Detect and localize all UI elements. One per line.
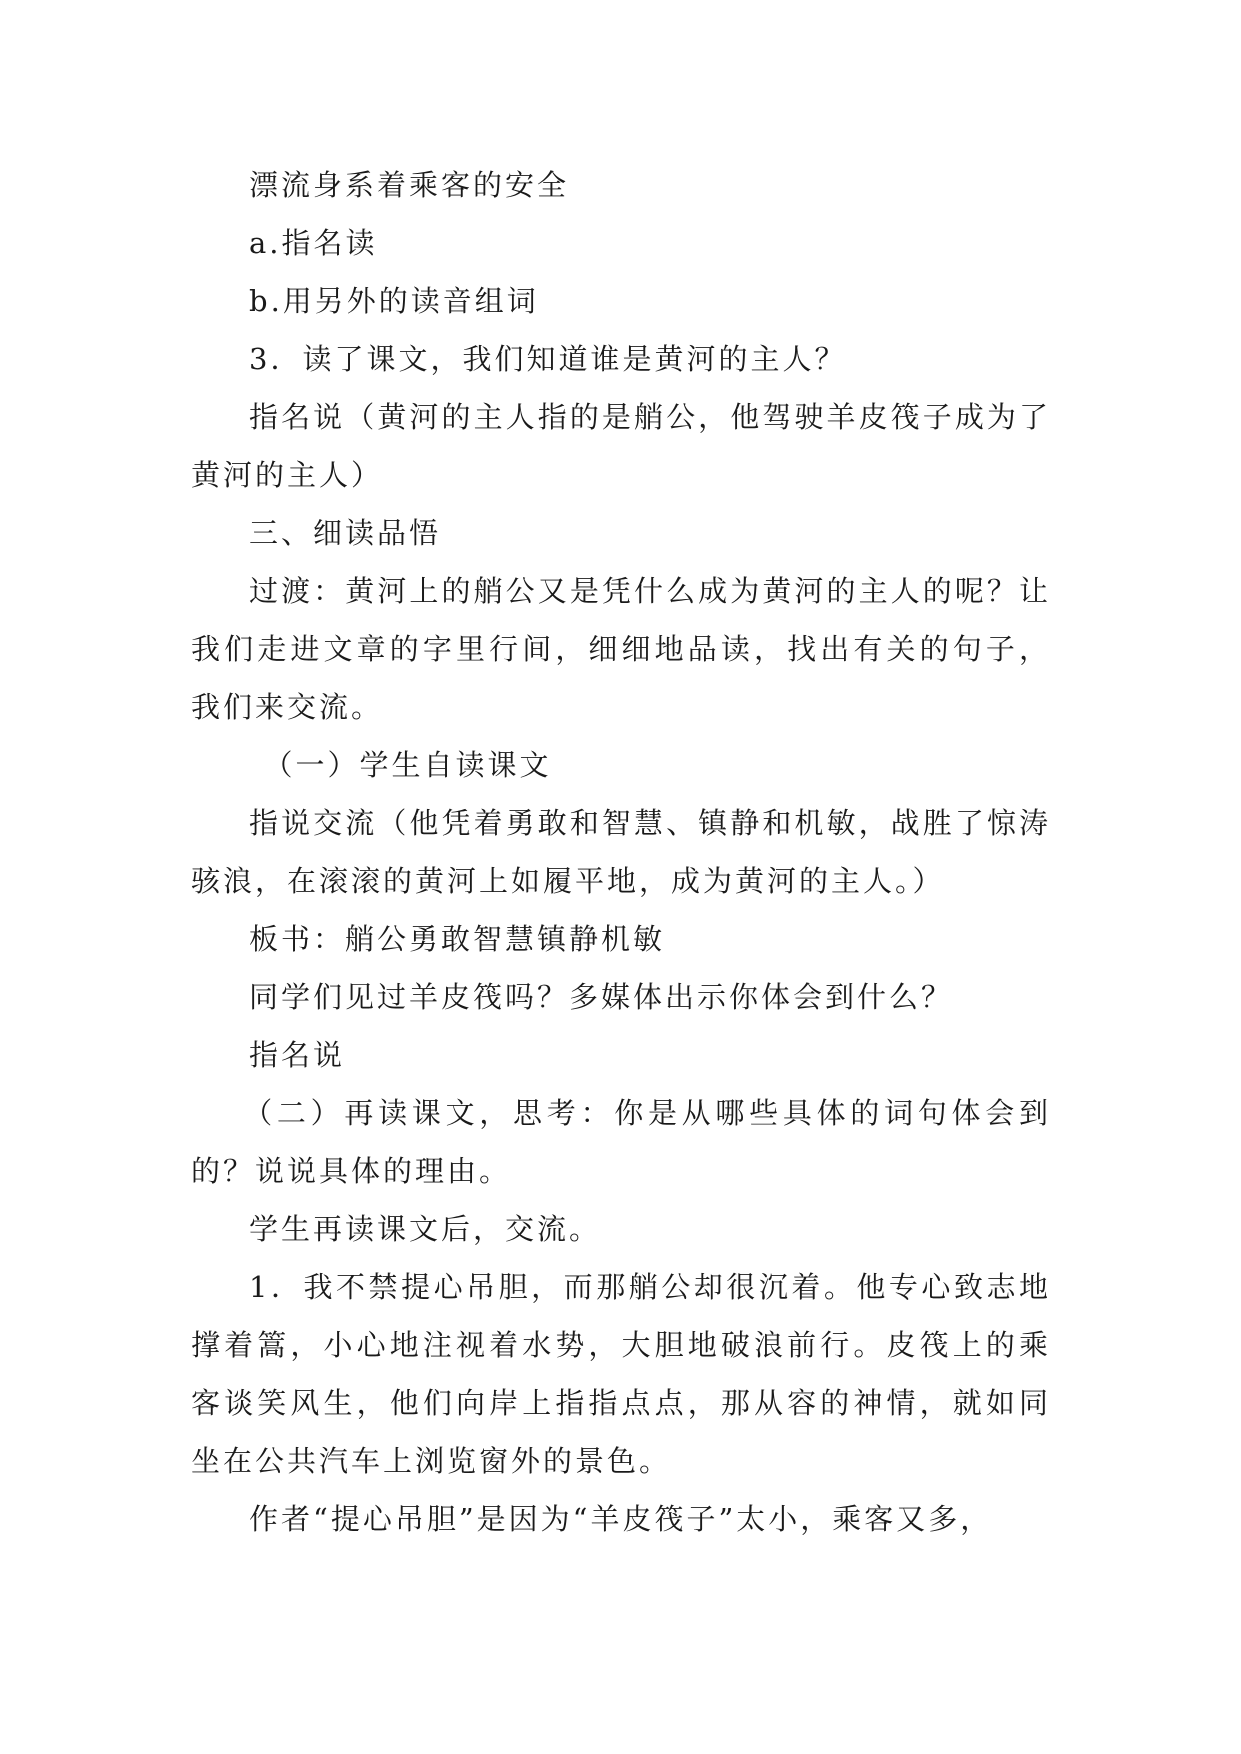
paragraph: 作者“提心吊胆”是因为“羊皮筏子”太小，乘客又多， (249, 1502, 993, 1536)
paragraph: 指说交流（他凭着勇敢和智慧、镇静和机敏，战胜了惊涛骇浪，在滚滚的黄河上如履平地，成为黄河的主人。） (191, 806, 1051, 898)
paragraph: 漂流身系着乘客的安全 (249, 168, 570, 202)
subsection-heading: （二）再读课文，思考：你是从哪些具体的词句体会到的？说说具体的理由。 (191, 1096, 1051, 1188)
paragraph: 3．读了课文，我们知道谁是黄河的主人？ (249, 342, 847, 376)
paragraph: 指名说（黄河的主人指的是艄公，他驾驶羊皮筏子成为了黄河的主人） (191, 400, 1051, 492)
paragraph: b.用另外的读音组词 (249, 284, 539, 318)
paragraph: 同学们见过羊皮筏吗？多媒体出示你体会到什么？ (249, 980, 954, 1014)
subsection-heading: （一）学生自读课文 (263, 748, 552, 782)
paragraph: 指名说 (249, 1038, 346, 1072)
section-heading: 三、细读品悟 (249, 516, 442, 550)
paragraph: a.指名读 (249, 226, 378, 260)
paragraph: 板书：艄公勇敢智慧镇静机敏 (249, 922, 666, 956)
document-body (191, 156, 1051, 1548)
paragraph: 1．我不禁提心吊胆，而那艄公却很沉着。他专心致志地撑着篙，小心地注视着水势，大胆地破浪前行。皮筏上的乘客谈笑风生，他们向岸上指指点点，那从容的神情，就如同坐在公共汽车上浏览窗外的景色。 (191, 1270, 1051, 1478)
paragraph: 学生再读课文后，交流。 (249, 1212, 602, 1246)
paragraph: 过渡：黄河上的艄公又是凭什么成为黄河的主人的呢？让我们走进文章的字里行间，细细地品读，找出有关的句子，我们来交流。 (191, 574, 1051, 724)
